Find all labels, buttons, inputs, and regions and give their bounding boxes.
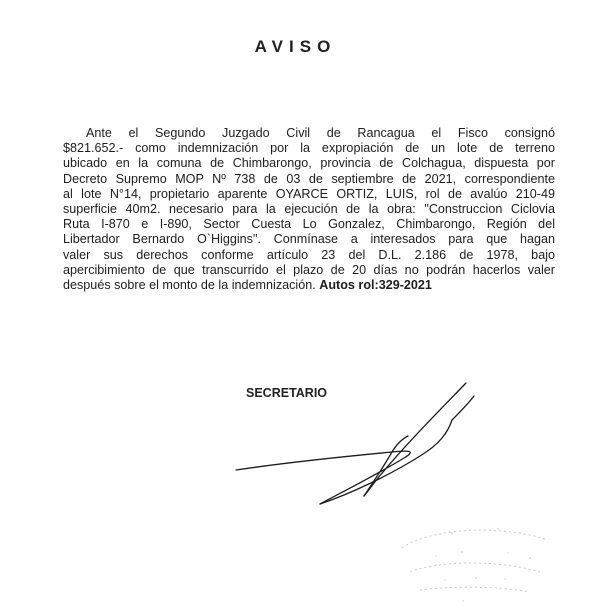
body-line-6: superficie 40m2. necesario para la ejecución de la obra: "Construccion Ciclovia: [63, 202, 555, 217]
notice-title: AVISO: [254, 37, 337, 56]
body-line-2: $821.652.- como indemnización por la expropiación de un lote de terreno: [63, 141, 555, 156]
body-line-3: ubicado en la comuna de Chimbarongo, provincia de Colchagua, dispuesta por: [63, 156, 555, 171]
body-line-11-text: después sobre el monto de la indemnización.: [63, 278, 316, 293]
body-line-9: valer sus derechos conforme artículo 23 del D.L. 2.186 de 1978, bajo: [63, 247, 555, 262]
body-line-10: apercibimiento de que transcurrido el plazo de 20 días no podrán hacerlos valer: [63, 262, 555, 277]
body-line-7: Ruta I-870 e I-890, Sector Cuesta Lo Gonzalez, Chimbarongo, Región del: [63, 217, 555, 232]
case-number: Autos rol:329-2021: [319, 278, 432, 293]
signatory-title: SECRETARIO: [246, 386, 328, 400]
body-line-8: Libertador Bernardo O`Higgins". Conmínase a interesados para que hagan: [63, 232, 555, 247]
body-line-1: Ante el Segundo Juzgado Civil de Rancagua el Fisco consignó: [86, 126, 555, 140]
body-line-4: Decreto Supremo MOP Nº 738 de 03 de septiembre de 2021, correspondiente: [63, 171, 555, 186]
body-line-5: al lote N°14, propietario aparente OYARCE ORTIZ, LUIS, rol de avalúo 210-49: [63, 186, 555, 201]
